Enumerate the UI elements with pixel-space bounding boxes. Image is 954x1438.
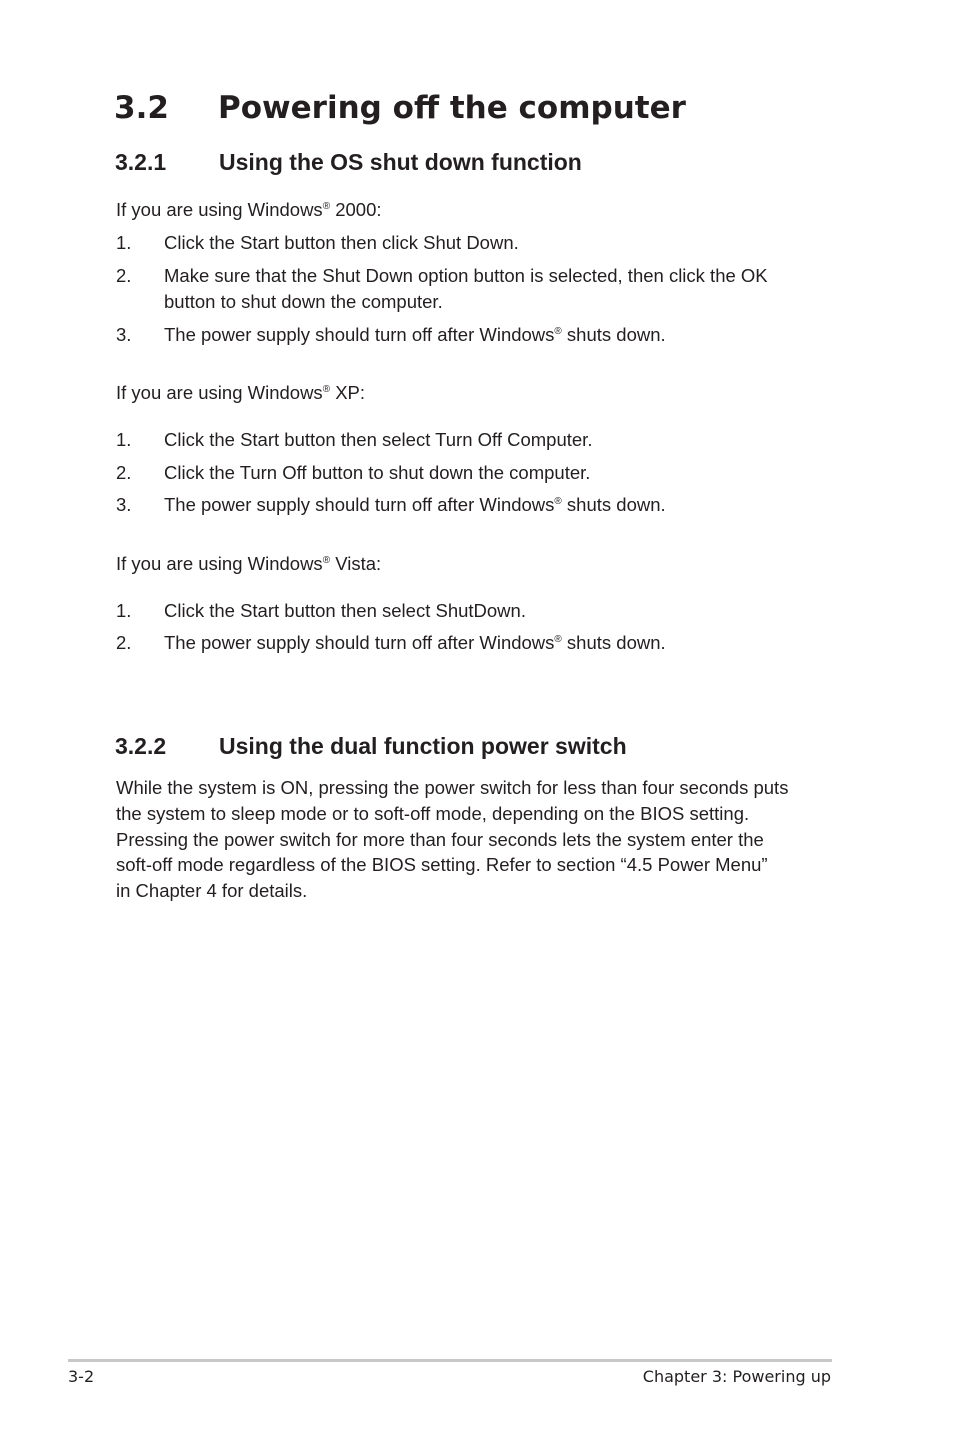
section-number: 3.2 [114, 90, 169, 126]
section-title: Powering off the computer [218, 90, 686, 126]
subsection-title: Using the dual function power switch [219, 733, 627, 759]
manual-page: 3.2 Powering off the computer 3.2.1 Using the OS shut down function If you are using Windows® 2000: 1. Click the Start button then click Shut Down. 2. Make sure that the Shut Down option button is selected, then click the OK button to shut down the computer. 3. The power supply should turn off after Windows® shuts down. If you are using Windows® XP: 1. Click the Start button then select Turn Off Computer. 2. Click the Turn Off button to shut down the computer. 3. The power supply should turn off after Windows® shuts down. If you are using Windows® Vista: 1. Click the Start button then select ShutDown. 2. The power supply should turn off after Windows® shuts down. 3.2.2 Using the dual function power switch While the system is ON, pressing the power switch for less than four seconds puts the system to sleep mode or to soft-off mode, depending on the BIOS setting. Pressing the power switch for more than four seconds lets the system enter the soft-off mode regardless of the BIOS setting. Refer to section “4.5 Power Menu” in Chapter 4 for details. 3-2 Chapter 3: Powering up [0, 0, 954, 1438]
section-heading [114, 88, 686, 128]
power-switch-paragraph: While the system is ON, pressing the power switch for less than four seconds puts the system to sleep mode or to soft-off mode, depending on the BIOS setting. Pressing the power switch for more than four seconds lets the system enter the soft-off mode regardless of the BIOS setting. Refer to section “4.5 Power Menu” in Chapter 4 for details. [116, 777, 789, 902]
subsection-number: 3.2.1 [115, 149, 167, 175]
win2000-intro: If you are using Windows® 2000: [116, 199, 382, 220]
subsection-heading-os-shutdown [115, 148, 582, 176]
subsection-number: 3.2.2 [115, 733, 167, 759]
subsection-title: Using the OS shut down function [219, 149, 582, 175]
footer-chapter-title: Chapter 3: Powering up [642, 1367, 831, 1386]
winvista-intro: If you are using Windows® Vista: [116, 553, 382, 574]
footer-page-number: 3-2 [68, 1367, 95, 1386]
winxp-intro: If you are using Windows® XP: [116, 382, 366, 403]
footer-divider [68, 1359, 832, 1362]
subsection-heading-power-switch [115, 732, 627, 760]
